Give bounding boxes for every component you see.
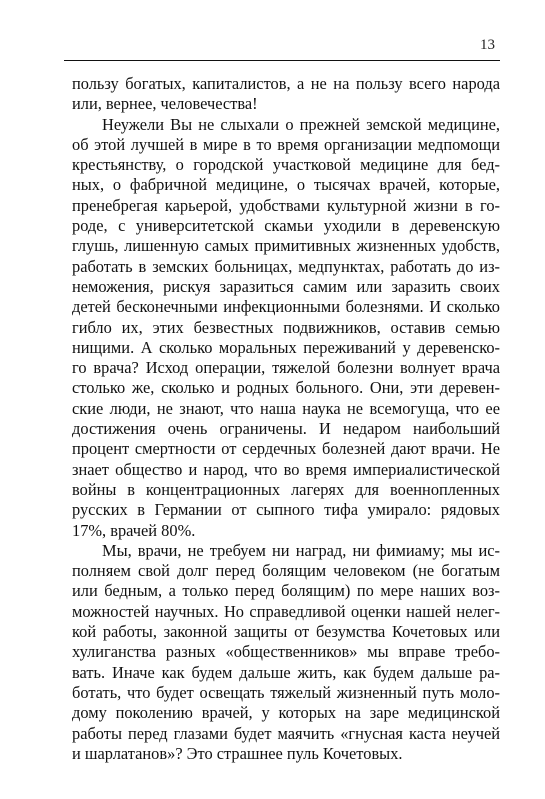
paragraph	[72, 115, 500, 541]
paragraph	[72, 541, 500, 764]
text-line: процент смертности от сердечных болезней дают врачи. Не	[72, 439, 500, 459]
paragraph	[72, 74, 500, 115]
text-line: роде, с университетской скамьи уходили в деревенскую	[72, 216, 500, 236]
text-line: или, вернее, человечества!	[72, 94, 258, 114]
text-line: Неужели Вы не слыхали о прежней земской медицине,	[102, 114, 500, 134]
text-line: достижения очень ограничены. И недаром наибольший	[72, 419, 500, 439]
text-line: Мы, врачи, не требуем ни наград, ни фимиаму; мы ис-	[102, 540, 500, 560]
header-rule	[64, 60, 500, 61]
text-line: дому поколению врачей, у которых на заре медицинской	[72, 703, 500, 723]
text-line: кой работы, законной защиты от безумства Кочетовых или	[72, 622, 500, 642]
text-line: работать в земских больницах, медпунктах, работать до из-	[72, 256, 500, 276]
text-line: крестьянству, о городской участковой медицине для бед-	[72, 155, 500, 175]
text-line: или бедным, а только перед болящим) по мере наших воз-	[72, 581, 500, 601]
text-line: детей бесконечными инфекционными болезнями. И сколько	[72, 297, 500, 317]
text-line: работы перед глазами будет маячить «гнусная каста неучей	[72, 723, 500, 743]
text-line: 17%, врачей 80%.	[72, 520, 196, 540]
text-line: нищими. А сколько моральных переживаний у деревенско-	[72, 337, 500, 357]
text-line: ботать, что будет освещать тяжелый жизненный путь моло-	[72, 682, 500, 702]
text-line: ские люди, не знают, что наша наука не всемогуща, что ее	[72, 398, 500, 418]
text-line: вать. Иначе как будем дальше жить, как будем дальше ра-	[72, 662, 500, 682]
text-line: пренебрегая карьерой, удобствами культурной жизни в го-	[72, 195, 500, 215]
text-line: знает общество и народ, что во время империалистической	[72, 459, 500, 479]
text-line: об этой лучшей в мире в то время организации медпомощи	[72, 134, 500, 154]
text-line: войны в концентрационных лагерях для военнопленных	[72, 479, 500, 499]
text-line: неможения, рискуя заразиться самим или заразить своих	[72, 276, 500, 296]
text-line: и шарлатанов»? Это страшнее пуль Кочетовых.	[72, 743, 403, 763]
page-number: 13	[480, 37, 495, 53]
text-line: полняем свой долг перед болящим человеком (не богатым	[72, 561, 500, 581]
text-line: хулиганства разных «общественников» мы вправе требо-	[72, 642, 500, 662]
text-line: можностей научных. Но справедливой оценки нашей нелег-	[72, 601, 500, 621]
text-line: гибло их, этих безвестных подвижников, оставив семью	[72, 317, 500, 337]
text-line: столько же, сколько и родных больного. Они, эти деревен-	[72, 378, 500, 398]
body-text	[72, 74, 500, 764]
text-line: го врача? Исход операции, тяжелой болезни волнует врача	[72, 358, 500, 378]
text-line: русских в Германии от сыпного тифа умирало: рядовых	[72, 500, 500, 520]
text-line: пользу богатых, капиталистов, а не на пользу всего народа	[72, 74, 500, 93]
text-line: ных, о фабричной медицине, о тысячах врачей, которые,	[72, 175, 500, 195]
text-line: глушь, лишенную самых примитивных жизненных удобств,	[72, 236, 500, 256]
